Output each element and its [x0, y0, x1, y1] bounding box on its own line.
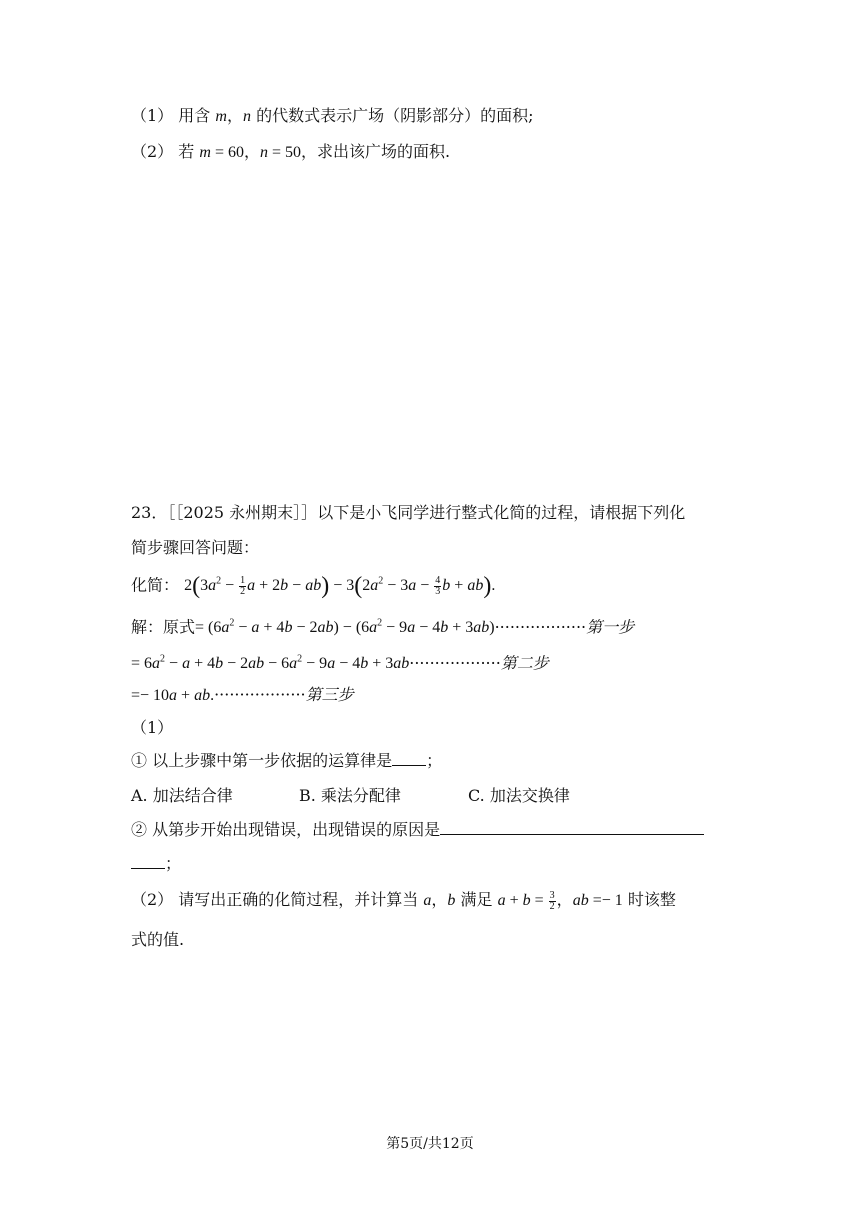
q23-sub1 — [131, 718, 173, 738]
option-a: A. 加法结合律 — [131, 786, 233, 805]
q23-intro-a: 以下是小飞同学进行整式化简的过程，请根据下列化 — [317, 503, 686, 522]
answer-blank-1 — [392, 751, 426, 766]
page-footer: 第5页/共12页 — [386, 1136, 474, 1152]
solution-formula-2: = $6a^2 - a + 4b - 2ab - 6a^2 - 9a - 4b + 3ab$ — [131, 654, 410, 673]
q23-intro-line2 — [131, 538, 259, 558]
step3-label: 第三步 — [305, 685, 354, 704]
q23-intro-b: 简步骤回答问题： — [131, 538, 260, 557]
solution-formula-3: =− 10a + ab. — [131, 687, 215, 704]
answer-blank-2 — [440, 820, 704, 835]
solution-label: 解：原式 — [131, 617, 196, 637]
q22-part2 — [131, 142, 450, 163]
leader-dots-3: ·················· — [214, 685, 306, 704]
step1-label: 第一步 — [586, 617, 635, 637]
q23-part2-text-b: 满足 — [460, 890, 493, 909]
q23-part2-condition: a + b = $\frac{3}{2}$ ，ab =− 1 — [497, 889, 623, 912]
q23-solution-line3 — [131, 685, 354, 706]
simplify-formula: $2(3a^2$ − $\frac{1}{2}$ $a + 2b - ab) - 3(2a^2 - 3a$ − $\frac{4}{3}$ b + ab). — [184, 573, 496, 600]
circle-2-marker: ② — [131, 820, 148, 839]
q23-part2 — [131, 890, 676, 912]
option-b: B. 乘法分配律 — [299, 786, 401, 805]
q23-circle2-continued — [131, 854, 181, 874]
semicolon-2: ； — [165, 854, 182, 873]
q22-part2-text-b: ，求出该广场的面积. — [301, 142, 451, 161]
q22-part1-math: m，n — [215, 108, 251, 125]
leader-dots-1: ·················· — [494, 617, 587, 637]
q23-part2-text-c: 时该整 — [627, 890, 676, 909]
step2-label: 第二步 — [500, 653, 549, 673]
q22-part2-text-a: 若 — [178, 142, 195, 161]
simplify-label: 化简： — [131, 575, 180, 595]
q23-part2-vars: a，b — [423, 892, 456, 909]
q23-source: ［［2025 永州期末］］ — [167, 503, 318, 522]
q22-part1 — [131, 106, 533, 127]
q23-part2-text-a: 请写出正确的化简过程，并计算当 — [178, 890, 419, 909]
q22-part1-text-b: 的代数式表示广场（阴影部分）的面积; — [256, 106, 534, 125]
circle2-text: 从第步开始出现错误，出现错误的原因是 — [152, 820, 441, 839]
q22-part2-math: m = 60，n = 50 — [199, 144, 302, 161]
q23-part2-number: （2） — [131, 890, 174, 909]
q22-part2-number: （2） — [131, 142, 174, 161]
option-c: C. 加法交换律 — [468, 786, 570, 805]
q23-part2-text-d: 式的值. — [131, 930, 185, 949]
leader-dots-2: ·················· — [409, 653, 501, 673]
q23-circle2 — [131, 820, 704, 840]
answer-blank-3 — [131, 854, 165, 869]
q23-part2-line2 — [131, 930, 184, 950]
q23-number: 23． — [131, 503, 168, 522]
q23-solution-line1 — [131, 614, 634, 638]
semicolon-1: ； — [426, 751, 443, 770]
q23-options — [131, 786, 570, 806]
solution-formula-1: = $(6a^2 - a + 4b - 2ab) - (6a^2 - 9a - 4b + 3ab)$ — [195, 618, 495, 637]
q23-circle1 — [131, 751, 442, 771]
q23-header — [131, 503, 685, 523]
sub1-number: （1） — [131, 718, 174, 737]
q22-part1-number: （1） — [131, 106, 174, 125]
circle-1-marker: ① — [131, 751, 148, 770]
q22-part1-text-a: 用含 — [178, 106, 211, 125]
q23-simplify-expression — [131, 572, 496, 600]
q23-solution-line2 — [131, 650, 549, 674]
circle1-text: 以上步骤中第一步依据的运算律是 — [152, 751, 393, 770]
